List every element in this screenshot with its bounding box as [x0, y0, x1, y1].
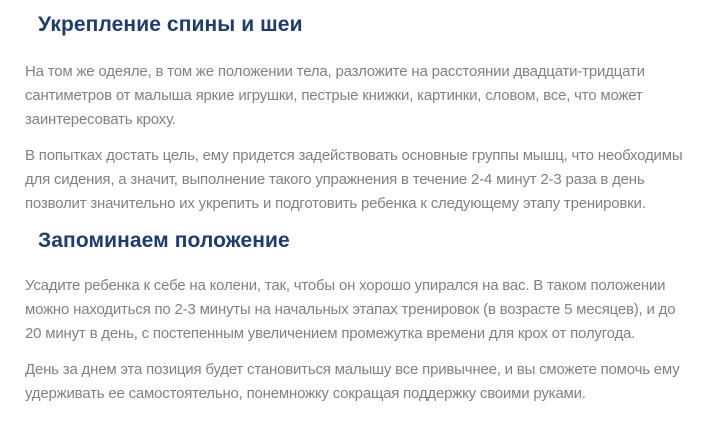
- paragraph-sitting-on-knees: Усадите ребенка к себе на колени, так, чтобы он хорошо упирался на вас. В таком положении можно находиться по 2-3 минуты на начальных этапах тренировок (в возрасте 5 месяцев), и до 20 минут в день, с постепенным увеличением промежутка времени для крох от полугода.: [25, 277, 676, 342]
- section-heading-remember-position: Запоминаем положение: [38, 229, 290, 252]
- paragraph-muscle-groups: В попытках достать цель, ему придется задействовать основные группы мышц, что необходимы для сидения, а значит, выполнение такого упражнения в течение 2-4 минут 2-3 раза в день позволит значительно их укрепить и подготовить ребенка к следующему этапу тренировки.: [25, 147, 683, 212]
- paragraph-day-by-day: День за днем эта позиция будет становиться малышу все привычнее, и вы сможете помочь ему удерживать ее самостоятельно, понемножку сокращая поддержку своими руками.: [25, 361, 680, 402]
- section-heading-back-and-neck: Укрепление спины и шеи: [38, 13, 303, 36]
- section-back-and-neck: [25, 12, 692, 216]
- paragraph-toys-layout: На том же одеяле, в том же положении тела, разложите на расстоянии двадцати-тридцати сантиметров от малыша яркие игрушки, пестрые книжки, картинки, словом, все, что может заинтересовать кроху.: [25, 63, 645, 128]
- section-remember-position: [25, 228, 692, 406]
